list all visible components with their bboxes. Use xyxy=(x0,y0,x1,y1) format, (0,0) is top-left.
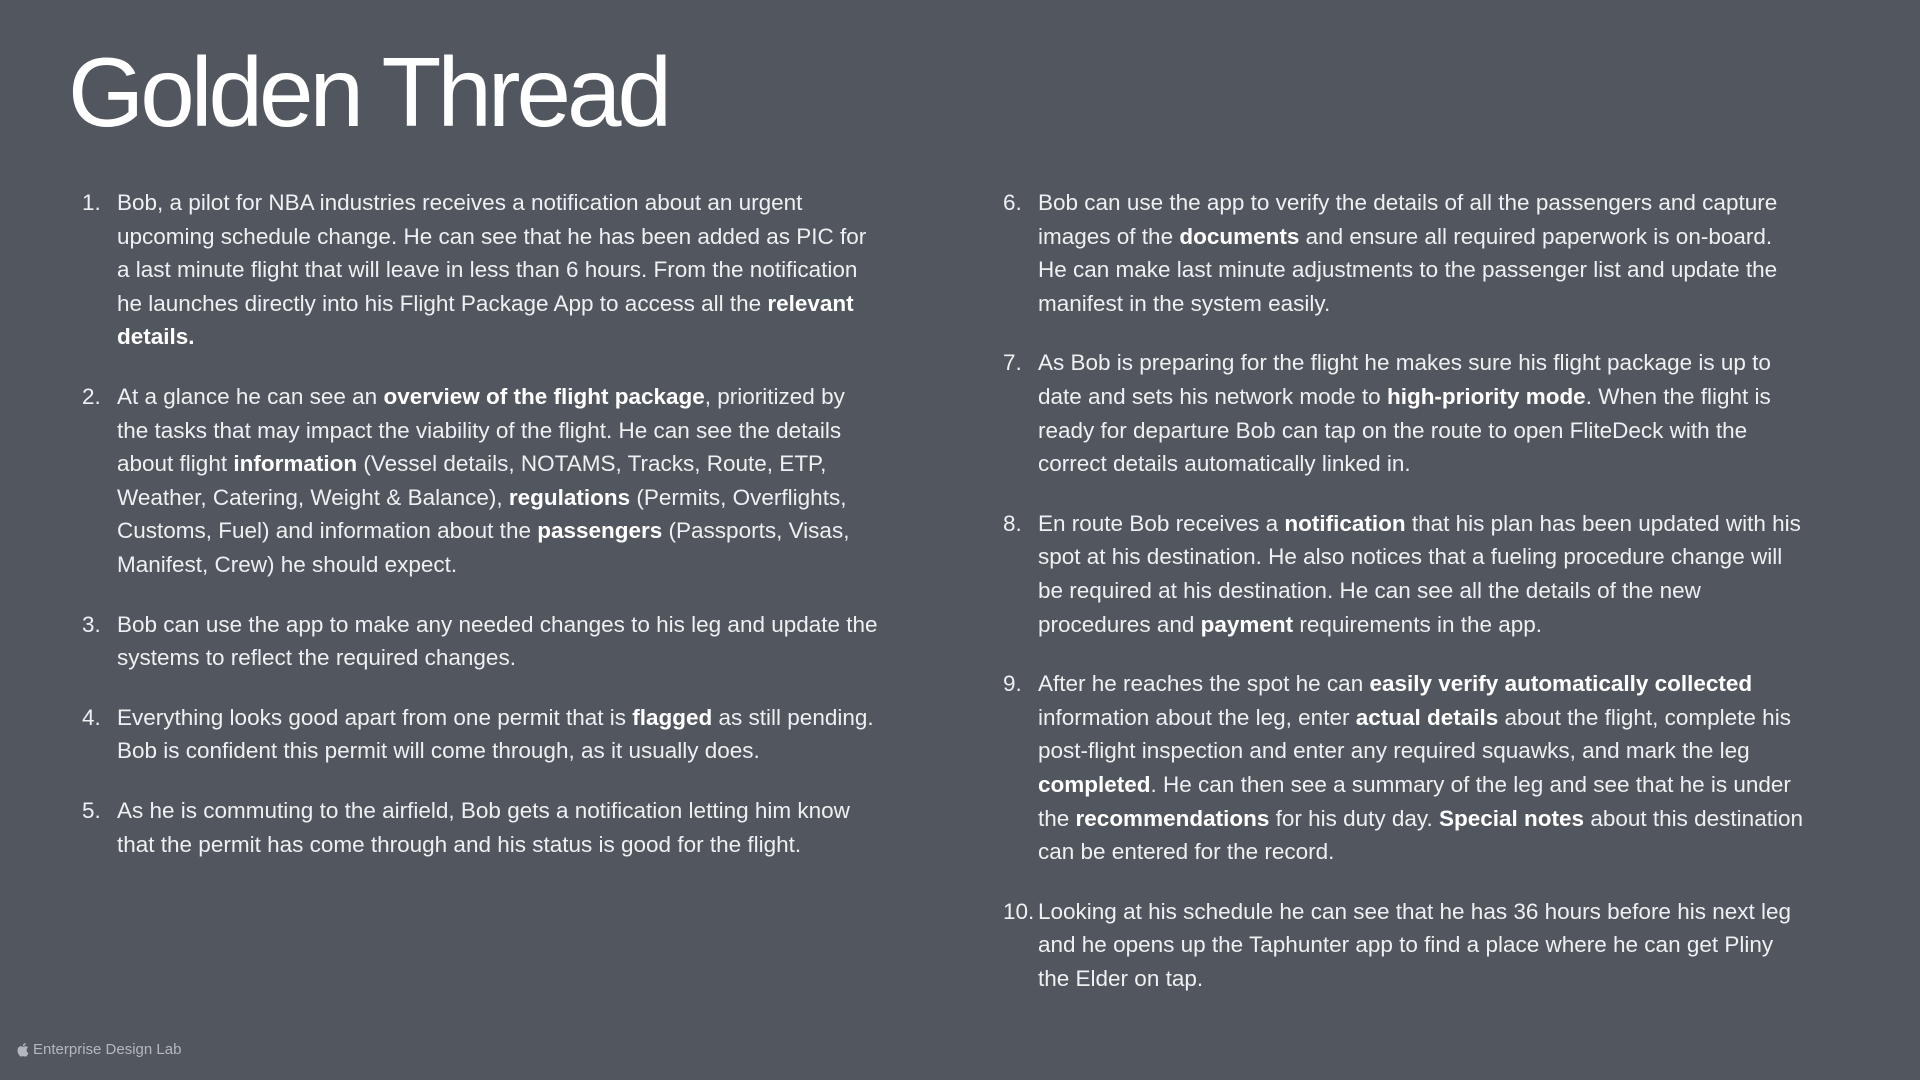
emphasis-text: payment xyxy=(1200,611,1294,637)
item-text xyxy=(1038,346,1803,480)
item-number: 3. xyxy=(82,611,101,637)
emphasis-text: information xyxy=(233,451,358,477)
item-number: 2. xyxy=(82,383,101,409)
body-text: Bob can use the app to make any needed changes to his leg and update the systems to reflect the required changes. xyxy=(117,611,878,671)
emphasis-text: high-priority mode xyxy=(1386,383,1586,409)
emphasis-text: completed xyxy=(1038,771,1151,797)
item-text xyxy=(117,701,882,768)
emphasis-text: Special notes xyxy=(1439,805,1585,831)
list-item xyxy=(1003,667,1803,869)
list-column-left xyxy=(82,186,882,887)
item-number: 9. xyxy=(1003,671,1022,697)
body-text: After he reaches the spot he can xyxy=(1038,671,1370,697)
list-column-right xyxy=(1003,186,1803,1021)
item-text xyxy=(117,186,882,354)
body-text: information about the leg, enter xyxy=(1038,704,1356,730)
item-number: 10. xyxy=(1003,898,1035,924)
list-item xyxy=(1003,895,1803,996)
body-text: . When the flight is ready for departure Bob can tap on the route to open FliteDeck with the correct details automatically linked in. xyxy=(1038,383,1771,477)
emphasis-text: documents xyxy=(1179,223,1300,249)
page-title: Golden Thread xyxy=(68,37,668,147)
body-text: Bob can use the app to verify the details of all the passengers and capture images of the xyxy=(1038,190,1778,249)
body-text: As Bob is preparing for the flight he makes sure his flight package is up to date and sets his network mode to xyxy=(1038,350,1771,409)
footer-label: Enterprise Design Lab xyxy=(33,1041,182,1058)
item-text xyxy=(1038,667,1803,869)
item-text xyxy=(1038,186,1803,320)
emphasis-text: relevant details. xyxy=(117,290,854,350)
emphasis-text: passengers xyxy=(537,518,663,544)
footer xyxy=(16,1041,181,1058)
apple-icon xyxy=(16,1042,29,1057)
body-text: , prioritized by the tasks that may impact the viability of the flight. He can see the details about flight xyxy=(117,383,845,477)
list-item xyxy=(1003,346,1803,480)
body-text: . He can then see a summary of the leg and see that he is under the xyxy=(1038,771,1791,831)
list-item xyxy=(82,380,882,582)
list-item xyxy=(82,794,882,861)
emphasis-text: easily verify automatically collected xyxy=(1369,671,1753,697)
body-text: (Passports, Visas, Manifest, Crew) he should expect. xyxy=(117,518,850,577)
item-number: 1. xyxy=(82,190,101,215)
list-item xyxy=(1003,186,1803,320)
emphasis-text: overview of the flight package xyxy=(383,383,705,409)
item-text xyxy=(1038,895,1803,996)
body-text: and ensure all required paperwork is on-board. He can make last minute adjustments to the passenger list and update the manifest in the system easily. xyxy=(1038,223,1778,316)
body-text: (Permits, Overflights, Customs, Fuel) and information about the xyxy=(117,484,847,544)
body-text: Bob, a pilot for NBA industries receives a notification about an urgent upcoming schedule change. He can see that he has been added as PIC for a last minute flight that will leave in less than 6 hours. From the notification he launches directly into his Flight Package App to access all the xyxy=(117,190,867,316)
body-text: Everything looks good apart from one permit that is xyxy=(117,704,633,730)
body-text: as still pending. Bob is confident this permit will come through, as it usually does. xyxy=(117,704,874,764)
body-text: Looking at his schedule he can see that he has 36 hours before his next leg and he opens up the Taphunter app to find a place where he can get Pliny the Elder on tap. xyxy=(1038,898,1792,991)
body-text: requirements in the app. xyxy=(1293,611,1543,637)
emphasis-text: regulations xyxy=(508,484,631,510)
item-text xyxy=(117,380,882,582)
item-text xyxy=(117,794,882,861)
body-text: At a glance he can see an xyxy=(117,383,384,409)
body-text: As he is commuting to the airfield, Bob gets a notification letting him know that the permit has come through and his status is good for the flight. xyxy=(117,797,850,857)
item-text xyxy=(1038,507,1803,641)
emphasis-text: recommendations xyxy=(1075,805,1270,831)
body-text: En route Bob receives a xyxy=(1038,510,1285,536)
list-item xyxy=(1003,507,1803,641)
body-text: for his duty day. xyxy=(1269,805,1440,831)
item-number: 5. xyxy=(82,797,101,823)
body-text: (Vessel details, NOTAMS, Tracks, Route, ETP, Weather, Catering, Weight & Balance), xyxy=(117,451,827,510)
item-number: 7. xyxy=(1003,350,1022,376)
item-number: 6. xyxy=(1003,190,1022,215)
item-text xyxy=(117,608,882,675)
list-item xyxy=(82,608,882,675)
list-item xyxy=(82,701,882,768)
item-number: 4. xyxy=(82,704,101,730)
emphasis-text: notification xyxy=(1284,510,1406,536)
item-number: 8. xyxy=(1003,510,1022,536)
body-text: about the flight, complete his post-flight inspection and enter any required squawks, and mark the leg xyxy=(1038,704,1791,764)
emphasis-text: actual details xyxy=(1355,704,1499,730)
list-item xyxy=(82,186,882,354)
body-text: that his plan has been updated with his spot at his destination. He also notices that a fueling procedure change will be required at his destination. He can see all the details of the new procedures and xyxy=(1038,510,1801,637)
emphasis-text: flagged xyxy=(632,704,713,730)
body-text: about this destination can be entered for the record. xyxy=(1038,805,1803,865)
